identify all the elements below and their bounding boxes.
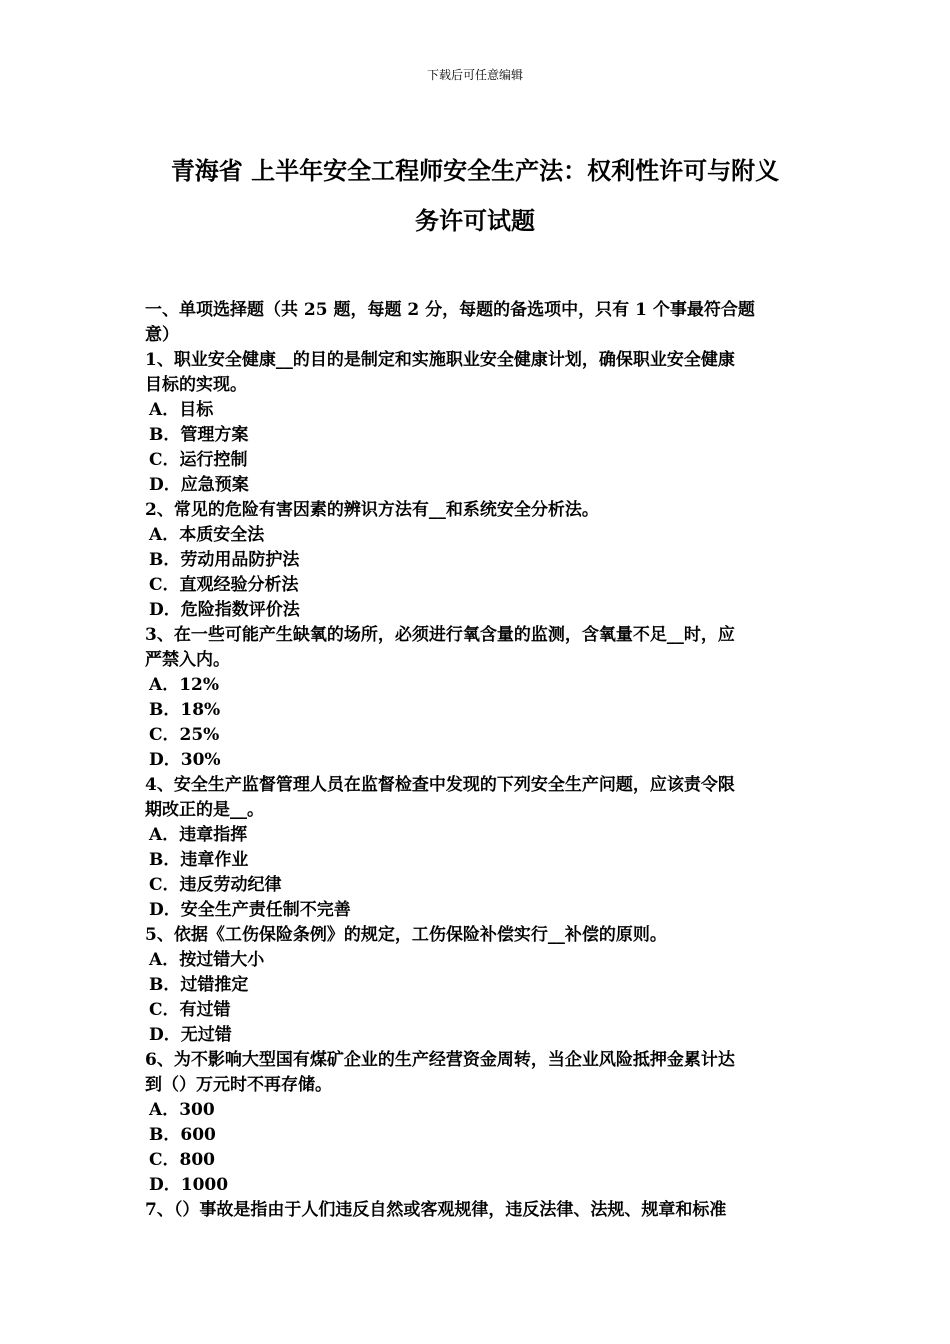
question-item: [145, 1198, 810, 1223]
question-text-line: 目标的实现。: [145, 375, 247, 395]
question-text-line: 5、依据《工伤保险条例》的规定，工伤保险补偿实行__补偿的原则。: [145, 925, 667, 945]
answer-option: D．1000: [149, 1175, 229, 1195]
answer-option: B．劳动用品防护法: [149, 550, 300, 570]
answer-option: C．违反劳动纪律: [149, 875, 282, 895]
question-item: [145, 1048, 810, 1198]
question-text-line: 1、职业安全健康__的目的是制定和实施职业安全健康计划，确保职业安全健康: [145, 350, 735, 370]
question-list: [145, 348, 810, 1223]
question-item: [145, 773, 810, 923]
question-text-line: 2、常见的危险有害因素的辨识方法有__和系统安全分析法。: [145, 500, 599, 520]
question-item: [145, 623, 810, 773]
answer-option: A．300: [149, 1100, 215, 1120]
answer-option: A．12%: [149, 675, 220, 695]
title-line-2: 务许可试题: [415, 206, 535, 235]
section-heading-line-1: 一、单项选择题（共 25 题，每题 2 分，每题的备选项中，只有 1 个事最符合题: [145, 300, 755, 320]
title-line-1: 青海省 上半年安全工程师安全生产法：权利性许可与附义: [170, 156, 780, 185]
answer-option: D．30%: [149, 750, 221, 770]
answer-option: B．18%: [149, 700, 221, 720]
answer-option: C．25%: [149, 725, 220, 745]
question-item: [145, 923, 810, 1048]
answer-option: D．无过错: [149, 1025, 232, 1045]
answer-option: A．目标: [149, 400, 214, 420]
document-title: [140, 146, 810, 246]
question-text-line: 严禁入内。: [145, 650, 230, 670]
answer-option: B．过错推定: [149, 975, 249, 995]
question-item: [145, 498, 810, 623]
question-text-line: 4、安全生产监督管理人员在监督检查中发现的下列安全生产问题，应该责令限: [145, 775, 735, 795]
answer-option: C．运行控制: [149, 450, 248, 470]
document-body: [145, 298, 810, 1223]
answer-option: A．本质安全法: [149, 525, 265, 545]
question-text-line: 到（）万元时不再存储。: [145, 1075, 332, 1095]
question-text-line: 3、在一些可能产生缺氧的场所，必须进行氧含量的监测，含氧量不足__时，应: [145, 625, 735, 645]
question-text-line: 6、为不影响大型国有煤矿企业的生产经营资金周转，当企业风险抵押金累计达: [145, 1050, 735, 1070]
answer-option: C．800: [149, 1150, 216, 1170]
answer-option: A．按过错大小: [149, 950, 265, 970]
question-text-line: 期改正的是__。: [145, 800, 264, 820]
answer-option: D．应急预案: [149, 475, 249, 495]
question-item: [145, 348, 810, 498]
answer-option: A．违章指挥: [149, 825, 248, 845]
answer-option: C．直观经验分析法: [149, 575, 299, 595]
answer-option: B．600: [149, 1125, 216, 1145]
page-header: 下载后可任意编辑: [426, 68, 523, 82]
answer-option: B．违章作业: [149, 850, 249, 870]
question-text-line: 7、（）事故是指由于人们违反自然或客观规律，违反法律、法规、规章和标准: [145, 1200, 727, 1220]
answer-option: D．危险指数评价法: [149, 600, 300, 620]
answer-option: D．安全生产责任制不完善: [149, 900, 351, 920]
answer-option: B．管理方案: [149, 425, 249, 445]
answer-option: C．有过错: [149, 1000, 231, 1020]
section-heading-line-2: 意）: [145, 325, 179, 345]
